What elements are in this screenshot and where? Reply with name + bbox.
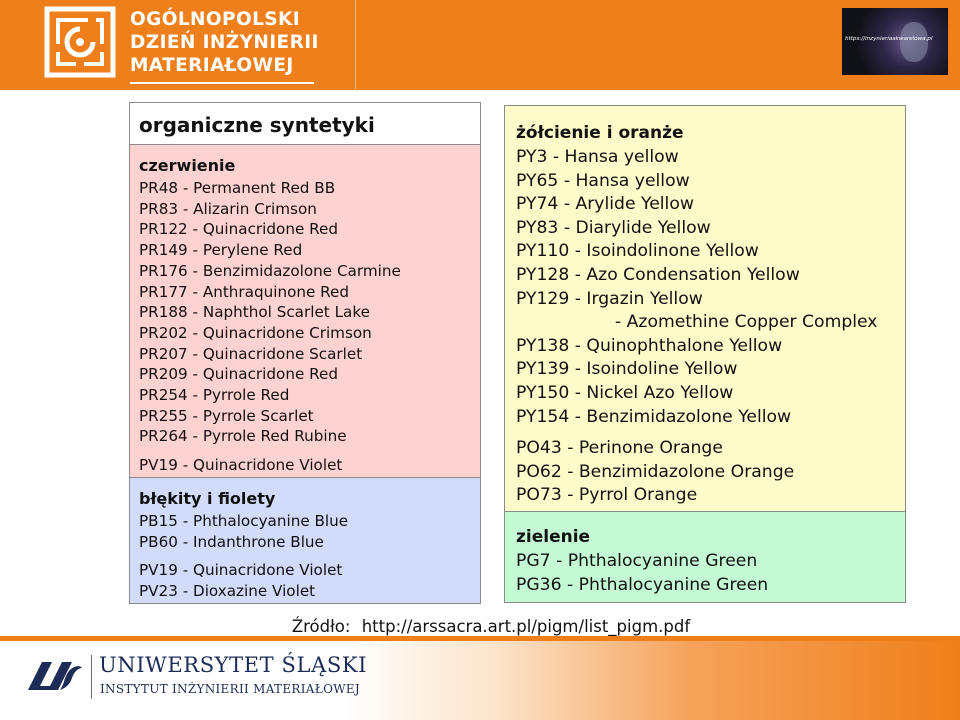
- list-item: PV19 - Quinacridone Violet: [139, 456, 343, 475]
- list-item: PO43 - Perinone Orange: [516, 438, 723, 459]
- logo-line-2: DZIEŃ INŻYNIERII: [130, 32, 319, 53]
- list-item: PR264 - Pyrrole Red Rubine: [139, 427, 347, 446]
- list-item: PR176 - Benzimidazolone Carmine: [139, 261, 401, 280]
- yellows-oranges-section: [505, 106, 905, 512]
- list-item: PR202 - Quinacridone Crimson: [139, 323, 372, 342]
- list-item: PO73 - Pyrrol Orange: [516, 485, 698, 506]
- logo-underline: [130, 82, 314, 84]
- list-item: PR122 - Quinacridone Red: [139, 220, 338, 239]
- source-label: Źródło:: [291, 617, 351, 636]
- list-item: PO62 - Benzimidazolone Orange: [516, 461, 795, 482]
- greens-section: [505, 512, 905, 602]
- list-item: PY139 - Isoindoline Yellow: [516, 359, 738, 380]
- list-item: PR254 - Pyrrole Red: [139, 386, 290, 405]
- list-item: PV19 - Quinacridone Violet: [139, 561, 343, 580]
- list-item: PY110 - Isoindolinone Yellow: [516, 241, 759, 262]
- greens-heading: zielenie: [516, 527, 591, 547]
- footer-bar: [0, 641, 960, 720]
- reds-heading: czerwienie: [139, 156, 236, 175]
- list-item: PY138 - Quinophthalone Yellow: [516, 335, 783, 356]
- spiral-logo-icon: [44, 6, 116, 78]
- yellows-greens-table: [504, 105, 906, 603]
- thumbnail-url: https://inzynieriaakwarelowa.pl: [845, 36, 933, 42]
- list-item: PY83 - Diarylide Yellow: [516, 217, 711, 238]
- list-item: PY128 - Azo Condensation Yellow: [516, 264, 800, 285]
- list-item: PY74 - Arylide Yellow: [516, 194, 694, 215]
- list-item: PR48 - Permanent Red BB: [139, 179, 336, 197]
- list-item: PR209 - Quinacridone Red: [139, 365, 338, 384]
- watermark-thumbnail: [842, 8, 948, 75]
- institute-name: INSTYTUT INŻYNIERII MATERIAŁOWEJ: [100, 682, 361, 696]
- list-item: PR149 - Perylene Red: [139, 241, 303, 260]
- conference-name: [130, 8, 319, 77]
- organic-synthetic-table: [129, 102, 481, 604]
- source-citation: [0, 617, 960, 636]
- list-item: PB15 - Phthalocyanine Blue: [139, 512, 349, 530]
- list-item: PR188 - Naphthol Scarlet Lake: [139, 303, 370, 322]
- table-title: organiczne syntetyki: [130, 103, 480, 145]
- list-item: PR177 - Anthraquinone Red: [139, 282, 350, 301]
- list-item: PY3 - Hansa yellow: [516, 147, 679, 167]
- list-item: PY154 - Benzimidazolone Yellow: [516, 406, 792, 427]
- university-name: UNIWERSYTET ŚLĄSKI: [99, 653, 368, 677]
- thumbnail-portrait: [900, 22, 928, 62]
- yellows-heading: żółcienie i oranże: [516, 123, 684, 143]
- list-item: PG36 - Phthalocyanine Green: [516, 574, 769, 595]
- spacer: [516, 429, 905, 437]
- list-item-continuation: - Azomethine Copper Complex: [615, 312, 878, 333]
- list-item: PY65 - Hansa yellow: [516, 170, 690, 191]
- list-item: PY129 - Irgazin Yellow: [516, 288, 703, 309]
- spacer: [139, 447, 480, 455]
- list-item: PR255 - Pyrrole Scarlet: [139, 406, 314, 425]
- spacer: [139, 552, 480, 560]
- conference-logo: [0, 0, 356, 90]
- logo-divider: [91, 655, 92, 699]
- logo-line-3: MATERIAŁOWEJ: [130, 55, 294, 76]
- list-item: PY150 - Nickel Azo Yellow: [516, 382, 734, 403]
- list-item: PV23 - Dioxazine Violet: [139, 582, 316, 601]
- university-logo-icon: [26, 658, 84, 692]
- reds-section: [130, 145, 480, 478]
- list-item: PR83 - Alizarin Crimson: [139, 199, 317, 218]
- list-item: PG7 - Phthalocyanine Green: [516, 551, 758, 571]
- header-bar: [0, 0, 960, 90]
- list-item: PB60 - Indanthrone Blue: [139, 532, 324, 551]
- logo-line-1: OGÓLNOPOLSKI: [130, 9, 301, 30]
- blues-violets-section: [130, 478, 480, 603]
- list-item: PR207 - Quinacridone Scarlet: [139, 344, 363, 363]
- source-url: http://arssacra.art.pl/pigm/list_pigm.pdf: [361, 617, 691, 636]
- blues-heading: błękity i fiolety: [139, 489, 276, 508]
